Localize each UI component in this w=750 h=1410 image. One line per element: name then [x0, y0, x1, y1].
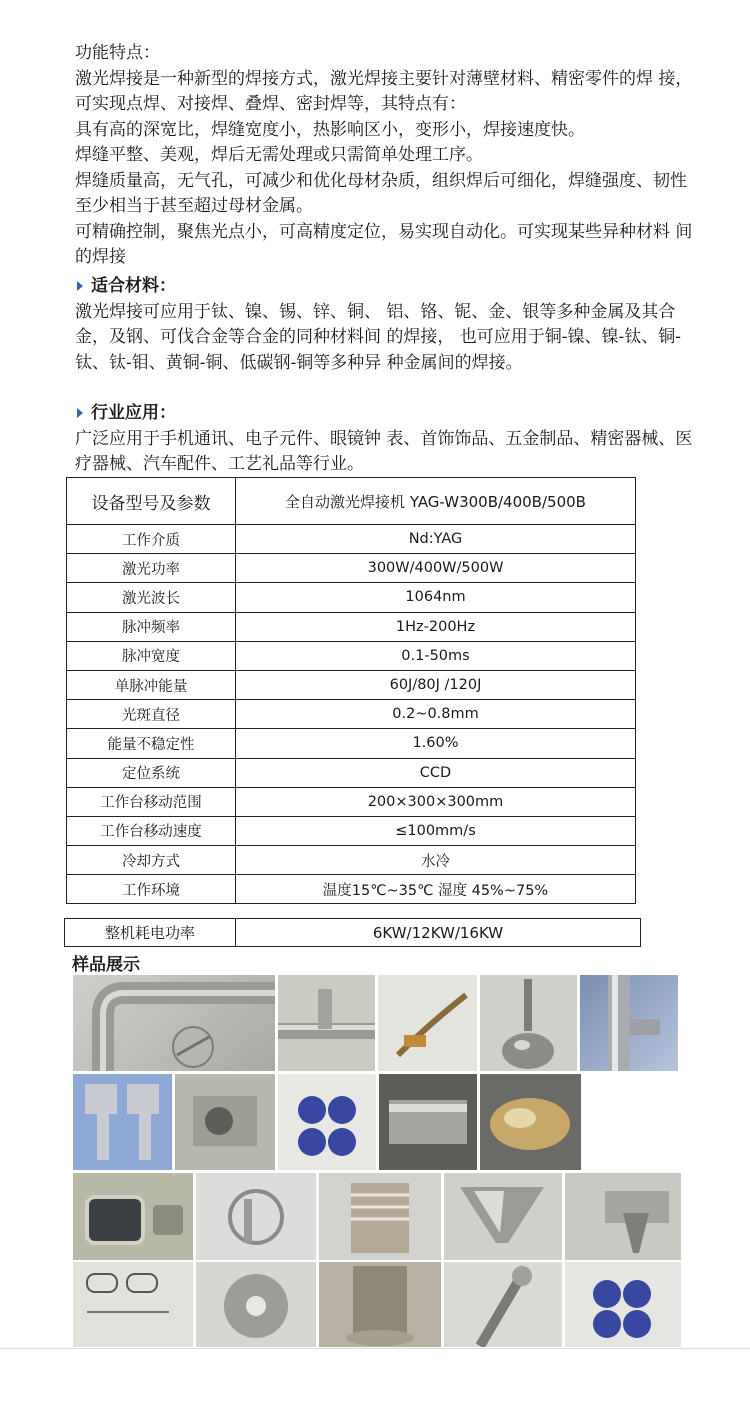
sample-photo-cone: [480, 975, 577, 1071]
table-row: [67, 583, 636, 612]
threaded-fitting-illustration: [379, 1074, 477, 1170]
keys-illustration: [73, 1074, 172, 1170]
sample-photo-stick: [444, 1262, 562, 1347]
table-row: [67, 816, 636, 845]
sample-photo-bent-pipe: [73, 975, 275, 1071]
ring-illustration: [196, 1173, 316, 1260]
spec-param: 工作台移动范围: [67, 787, 236, 816]
sample-photo-wire: [378, 975, 477, 1071]
sample-photo-keys: [73, 1074, 172, 1170]
spec-table-header: [67, 478, 636, 525]
materials-text: 激光焊接可应用于钛、镍、锡、锌、铜、 铝、铬、铌、金、银等多种金属及其合 金，及钢、可伐合金等合金的同种材料间 的焊接， 也可应用于铜-镍、镍-钛、铜- 钛、钛-钼、黄铜-铜、低碳钢-铜等多种异 种金属间的焊接。: [75, 301, 682, 373]
sample-photo-threaded-fitting: [379, 1074, 477, 1170]
spec-value: ≤100mm/s: [236, 816, 636, 845]
materials-title: 适合材料：: [91, 276, 176, 296]
spec-param: 脉冲频率: [67, 612, 236, 641]
spec-value: 水冷: [236, 846, 636, 875]
spec-value: 6KW/12KW/16KW: [372, 923, 504, 942]
sample-photo-nut: [175, 1074, 275, 1170]
t-pipe-illustration: [278, 975, 375, 1071]
materials-heading: [75, 274, 695, 300]
table-row: [67, 525, 636, 554]
table-row: [67, 758, 636, 787]
spec-value: 1.60%: [236, 729, 636, 758]
sealed-frame-illustration: [73, 1173, 193, 1260]
table-row: [67, 875, 636, 904]
spec-param: 冷却方式: [67, 846, 236, 875]
table-row: [67, 787, 636, 816]
sample-photo-glasses: [73, 1262, 193, 1347]
application-text: 广泛应用于手机通讯、电子元件、眼镜钟 表、首饰饰品、五金制品、精密器械、医 疗器械、汽车配件、工艺礼品等行业。: [75, 428, 693, 474]
table-row: [67, 641, 636, 670]
intro-line: 可精确控制，聚焦光点小，可高精度定位，易实现自动化。可实现某些异种材料 间的焊接: [75, 221, 693, 267]
spec-value: 300W/400W/500W: [236, 554, 636, 583]
spec-table: [66, 477, 636, 904]
spec-param: 单脉冲能量: [67, 670, 236, 699]
nut-illustration: [175, 1074, 275, 1170]
application-title: 行业应用：: [91, 403, 176, 423]
triangle-bullet-icon: [77, 281, 83, 291]
gear-illustration: [196, 1262, 316, 1347]
spec-param: 工作介质: [67, 525, 236, 554]
sample-photo-sleeve: [319, 1262, 441, 1347]
intro-line: 焊缝平整、美观，焊后无需处理或只需简单处理工序。: [75, 145, 483, 165]
sample-photo-funnel: [444, 1173, 562, 1260]
spec-value: 1Hz-200Hz: [236, 612, 636, 641]
sample-photo-rod: [580, 975, 678, 1071]
spec-param: 脉冲宽度: [67, 641, 236, 670]
sleeve-illustration: [319, 1262, 441, 1347]
bellows-illustration: [319, 1173, 441, 1260]
sample-photo-batteries: [278, 1074, 376, 1170]
funnel-illustration: [444, 1173, 562, 1260]
triangle-bullet-icon: [77, 408, 83, 418]
intro-line: 具有高的深宽比，焊缝宽度小，热影响区小，变形小，焊接速度快。: [75, 119, 585, 140]
intro-line: 焊缝质量高，无气孔，可减少和优化母材杂质，组织焊后可细化，焊缝强度、韧性至少相当于甚至超过母材金属。: [75, 170, 687, 216]
spec-param: 工作台移动速度: [67, 816, 236, 845]
cone-illustration: [480, 975, 577, 1071]
spec-param: 工作环境: [67, 875, 236, 904]
rod-illustration: [580, 975, 678, 1071]
sample-photo-sheet-cone: [565, 1173, 681, 1260]
application-heading: [75, 401, 695, 427]
table-row: [67, 670, 636, 699]
sheet-cone-illustration: [565, 1173, 681, 1260]
intro-line: 激光焊接是一种新型的焊接方式，激光焊接主要针对薄壁材料、精密零件的焊 接，可实现点焊、对接焊、叠焊、密封焊等，其特点有：: [75, 68, 693, 114]
spec-value: 0.2~0.8mm: [236, 700, 636, 729]
spec-param: 激光功率: [67, 554, 236, 583]
sample-photo-batteries-2: [565, 1262, 681, 1347]
sample-photo-ring: [196, 1173, 316, 1260]
batteries-illustration: [565, 1262, 681, 1347]
table-row: [67, 700, 636, 729]
samples-title: 样品展示: [72, 955, 140, 975]
glasses-illustration: [73, 1262, 193, 1347]
sample-photo-row: [73, 1074, 681, 1170]
sample-photo-brass-cylinder: [480, 1074, 581, 1170]
sample-photo-sealed-frame: [73, 1173, 193, 1260]
table-row: [67, 846, 636, 875]
spec-param: 能量不稳定性: [67, 729, 236, 758]
table-row: [67, 729, 636, 758]
sample-photo-gear: [196, 1262, 316, 1347]
batteries-illustration: [278, 1074, 376, 1170]
sample-photo-row: [73, 1262, 681, 1347]
sample-photo-row: [73, 1173, 681, 1260]
spec-value: 200×300×300mm: [236, 787, 636, 816]
sample-photo-bellows: [319, 1173, 441, 1260]
spec-header-label: 设备型号及参数: [67, 478, 236, 525]
spec-param: 整机耗电功率: [65, 919, 236, 946]
page-divider: [0, 1348, 750, 1349]
spec-value: 60J/80J /120J: [236, 670, 636, 699]
table-row: [67, 554, 636, 583]
spec-value: 温度15℃~35℃ 湿度 45%~75%: [236, 875, 636, 904]
stick-illustration: [444, 1262, 562, 1347]
spec-value: 0.1-50ms: [236, 641, 636, 670]
sample-photo-t-pipe: [278, 975, 375, 1071]
materials-section: [75, 274, 695, 376]
table-row: [67, 612, 636, 641]
power-consumption-row: [64, 918, 641, 947]
spec-param: 激光波长: [67, 583, 236, 612]
sample-photo-row: [73, 975, 681, 1071]
intro-title: 功能特点：: [75, 43, 160, 63]
bent-pipe-illustration: [73, 975, 275, 1071]
spec-value: Nd:YAG: [236, 525, 636, 554]
intro-section: [75, 41, 695, 271]
brass-cylinder-illustration: [480, 1074, 581, 1170]
wire-illustration: [378, 975, 477, 1071]
spec-param: 定位系统: [67, 758, 236, 787]
spec-header-model: 全自动激光焊接机 YAG-W300B/400B/500B: [236, 478, 636, 525]
spec-param: 光斑直径: [67, 700, 236, 729]
application-section: [75, 401, 695, 478]
spec-value: 1064nm: [236, 583, 636, 612]
spec-value: CCD: [236, 758, 636, 787]
